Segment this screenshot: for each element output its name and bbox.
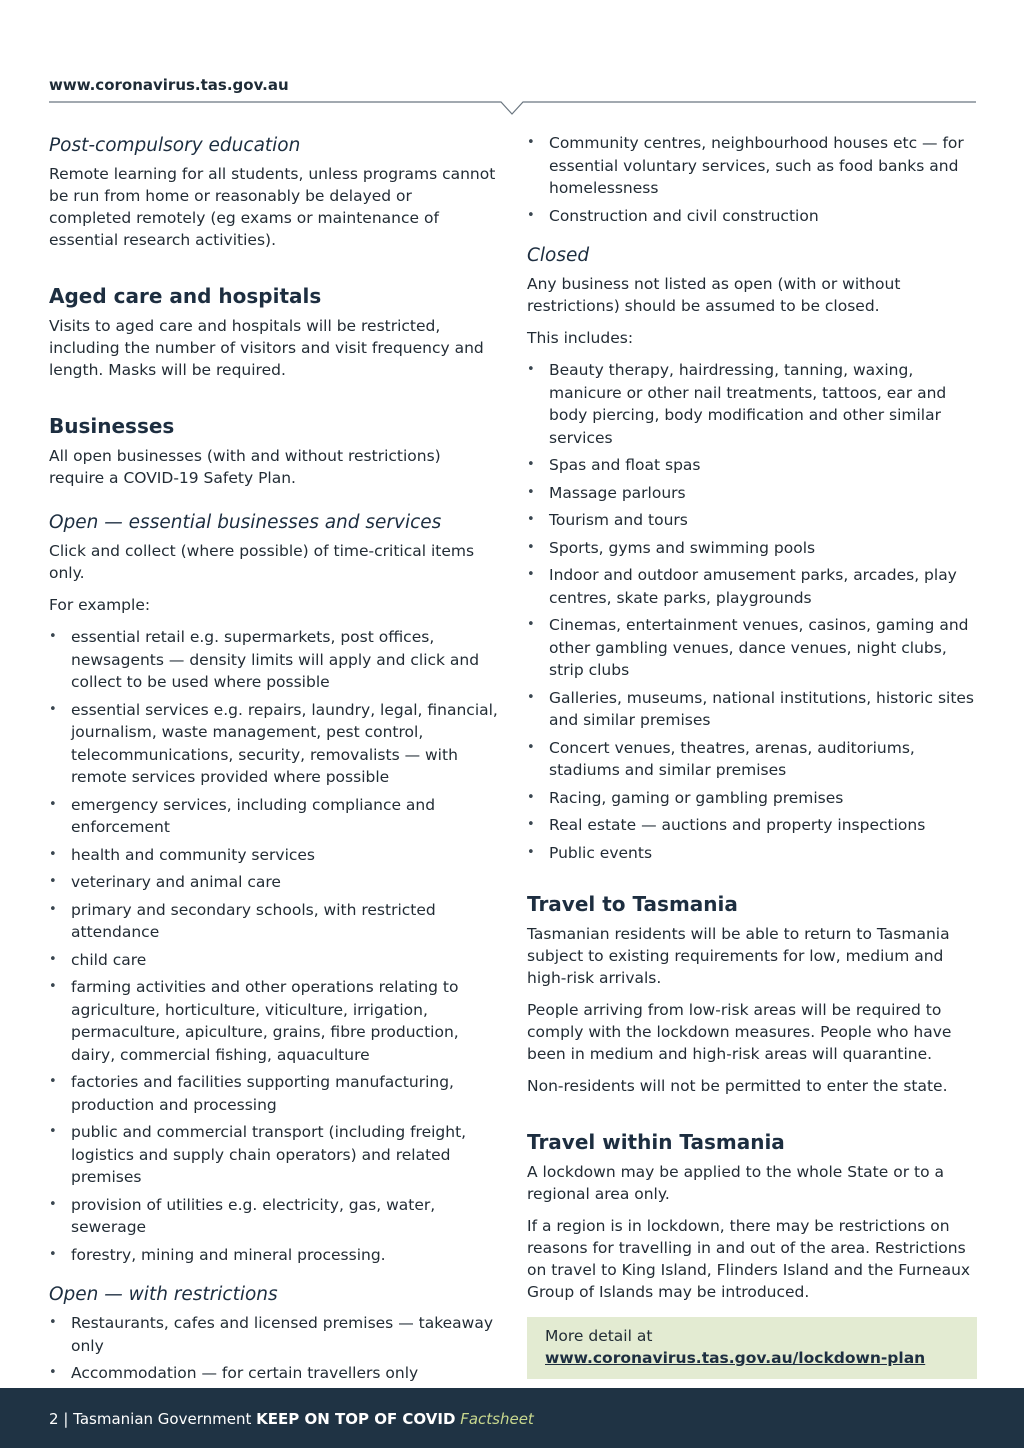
list-item: • farming activities and other operations relating to agriculture, horticulture, viticulture, irrigation, permaculture, apiculture, grains, fibre production, dairy, commercial fishing, aquaculture — [49, 976, 499, 1066]
footer-campaign: KEEP ON TOP OF COVID — [256, 1410, 456, 1428]
open-essential-text: Click and collect (where possible) of time-critical items only. — [49, 542, 475, 582]
header-rule — [49, 100, 976, 124]
travel-within-p2: If a region is in lockdown, there may be restrictions on reasons for travelling in and out of the area. Restrictions on travel to King Island, Flinders Island and the Furneaux Group of Islands may be introduced. — [527, 1217, 971, 1301]
closed-heading: Closed — [527, 245, 590, 266]
restrictions-list — [49, 1312, 499, 1385]
right-column — [527, 132, 977, 1379]
list-item: • Sports, gyms and swimming pools — [527, 537, 977, 560]
continued-list — [527, 132, 977, 227]
closed-list — [527, 359, 977, 864]
travel-to-p1: Tasmanian residents will be able to return to Tasmania subject to existing requirements for low, medium and high-risk arrivals. — [527, 925, 950, 987]
footer-text — [49, 1410, 534, 1428]
list-item: • essential services e.g. repairs, laundry, legal, financial, journalism, waste management, pest control, telecommunications, security, removalists — with remote services provided where possible — [49, 699, 499, 789]
list-item: • public and commercial transport (including freight, logistics and supply chain operators) and related premises — [49, 1121, 499, 1189]
open-restrictions-heading: Open — with restrictions — [49, 1284, 278, 1305]
more-detail-box — [527, 1317, 977, 1379]
list-item: • Community centres, neighbourhood houses etc — for essential voluntary services, such as food banks and homelessness — [527, 132, 977, 200]
travel-to-p3: Non-residents will not be permitted to enter the state. — [527, 1077, 948, 1095]
more-detail-prefix: More detail at — [545, 1327, 653, 1345]
list-item: • factories and facilities supporting manufacturing, production and processing — [49, 1071, 499, 1116]
page-number: 2 — [49, 1410, 59, 1428]
list-item: • veterinary and animal care — [49, 871, 499, 894]
list-item: • Cinemas, entertainment venues, casinos, gaming and other gambling venues, dance venues, night clubs, strip clubs — [527, 614, 977, 682]
list-item: • primary and secondary schools, with restricted attendance — [49, 899, 499, 944]
left-column — [49, 132, 499, 1390]
site-url[interactable]: www.coronavirus.tas.gov.au — [49, 76, 289, 94]
list-item: • Racing, gaming or gambling premises — [527, 787, 977, 810]
list-item: • Public events — [527, 842, 977, 865]
post-compulsory-text: Remote learning for all students, unless programs cannot be run from home or reasonably be delayed or completed remotely (eg exams or maintenance of essential research activities). — [49, 165, 496, 249]
list-item: • Tourism and tours — [527, 509, 977, 532]
list-item: • Galleries, museums, national institutions, historic sites and similar premises — [527, 687, 977, 732]
businesses-heading: Businesses — [49, 414, 175, 438]
footer-doc-type: Factsheet — [460, 1410, 534, 1428]
list-item: • essential retail e.g. supermarkets, post offices, newsagents — density limits will apply and click and collect to be used where possible — [49, 626, 499, 694]
travel-to-p2: People arriving from low-risk areas will be required to comply with the lockdown measures. People who have been in medium and high-risk areas will quarantine. — [527, 1001, 952, 1063]
list-item: • Accommodation — for certain travellers only — [49, 1362, 499, 1385]
list-item: • health and community services — [49, 844, 499, 867]
for-example-label: For example: — [49, 596, 151, 614]
list-item: • Restaurants, cafes and licensed premises — takeaway only — [49, 1312, 499, 1357]
this-includes-label: This includes: — [527, 329, 634, 347]
aged-care-text: Visits to aged care and hospitals will be restricted, including the number of visitors and visit frequency and length. Masks will be required. — [49, 317, 484, 379]
travel-within-heading: Travel within Tasmania — [527, 1130, 785, 1154]
list-item: • Concert venues, theatres, arenas, auditoriums, stadiums and similar premises — [527, 737, 977, 782]
list-item: • Spas and float spas — [527, 454, 977, 477]
footer-bar — [0, 1388, 1024, 1448]
list-item: • Real estate — auctions and property inspections — [527, 814, 977, 837]
footer-separator: | — [63, 1410, 69, 1428]
list-item: • provision of utilities e.g. electricity, gas, water, sewerage — [49, 1194, 499, 1239]
list-item: • Beauty therapy, hairdressing, tanning, waxing, manicure or other nail treatments, tattoos, ear and body piercing, body modification and other similar services — [527, 359, 977, 449]
businesses-text: All open businesses (with and without restrictions) require a COVID-19 Safety Plan. — [49, 447, 441, 487]
lockdown-plan-link[interactable]: www.coronavirus.tas.gov.au/lockdown-plan — [545, 1349, 926, 1367]
list-item: • Construction and civil construction — [527, 205, 977, 228]
travel-within-p1: A lockdown may be applied to the whole State or to a regional area only. — [527, 1163, 944, 1203]
open-essential-heading: Open — essential businesses and services — [49, 512, 442, 533]
list-item: • child care — [49, 949, 499, 972]
footer-org: Tasmanian Government — [73, 1410, 252, 1428]
list-item: • Indoor and outdoor amusement parks, arcades, play centres, skate parks, playgrounds — [527, 564, 977, 609]
travel-to-heading: Travel to Tasmania — [527, 892, 738, 916]
essential-list — [49, 626, 499, 1266]
list-item: • emergency services, including compliance and enforcement — [49, 794, 499, 839]
aged-care-heading: Aged care and hospitals — [49, 284, 322, 308]
list-item: • forestry, mining and mineral processing. — [49, 1244, 499, 1267]
closed-text: Any business not listed as open (with or without restrictions) should be assumed to be closed. — [527, 275, 901, 315]
list-item: • Massage parlours — [527, 482, 977, 505]
post-compulsory-heading: Post-compulsory education — [49, 135, 301, 156]
